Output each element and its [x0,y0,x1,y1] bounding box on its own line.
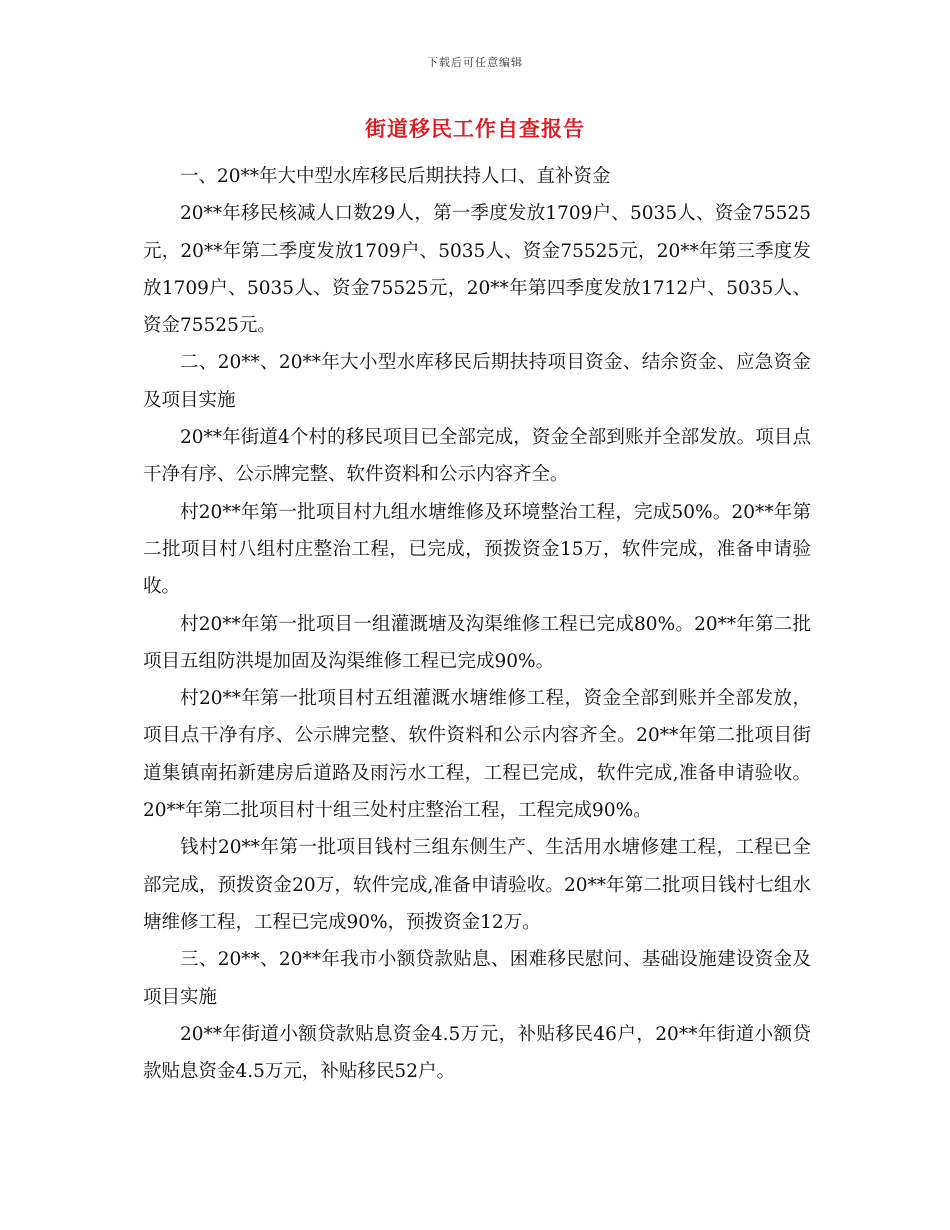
paragraph-population-funds: 20**年移民核减人口数29人，第一季度发放1709户、5035人、资金75525元，20**年第二季度发放1709户、5035人、资金75525元，20**年第三季度发放1709户、5035人、资金75525元，20**年第四季度发放1712户、5035人、资金75525元。 [143,203,811,337]
section-heading-3: 三、20**、20**年我市小额贷款贴息、困难移民慰问、基础设施建设资金及项目实施 [143,949,811,1008]
paragraph-loan-subsidy: 20**年街道小额贷款贴息资金4.5万元，补贴移民46户，20**年街道小额贷款贴息资金4.5万元，补贴移民52户。 [143,1023,811,1083]
paragraph-village-a: 村20**年第一批项目村九组水塘维修及环境整治工程，完成50%。20**年第二批项目村八组村庄整治工程，已完成，预拨资金15万，软件完成，准备申请验收。 [143,501,811,598]
paragraph-projects-completed: 20**年街道4个村的移民项目已全部完成，资金全部到账并全部发放。项目点干净有序、公示牌完整、软件资料和公示内容齐全。 [143,427,811,486]
page-header-note: 下载后可任意编辑 [427,56,523,69]
section-heading-2: 二、20**、20**年大小型水库移民后期扶持项目资金、结余资金、应急资金及项目实施 [143,352,811,411]
section-heading-1: 一、20**年大中型水库移民后期扶持人口、直补资金 [180,166,611,187]
paragraph-qian-village: 钱村20**年第一批项目钱村三组东侧生产、生活用水塘修建工程，工程已全部完成，预拨资金20万，软件完成,准备申请验收。20**年第二批项目钱村七组水塘维修工程，工程已完成90%，预拨资金12万。 [143,837,811,933]
document-title: 街道移民工作自查报告 [365,116,585,141]
paragraph-village-b: 村20**年第一批项目一组灌溉塘及沟渠维修工程已完成80%。20**年第二批项目五组防洪堤加固及沟渠维修工程已完成90%。 [143,613,811,672]
document-body [143,158,811,1090]
paragraph-village-c: 村20**年第一批项目村五组灌溉水塘维修工程，资金全部到账并全部发放，项目点干净有序、公示牌完整、软件资料和公示内容齐全。20**年第二批项目街道集镇南拓新建房后道路及雨污水工程，工程已完成，软件完成,准备申请验收。20**年第二批项目村十组三处村庄整治工程，工程完成90%。 [143,688,811,822]
